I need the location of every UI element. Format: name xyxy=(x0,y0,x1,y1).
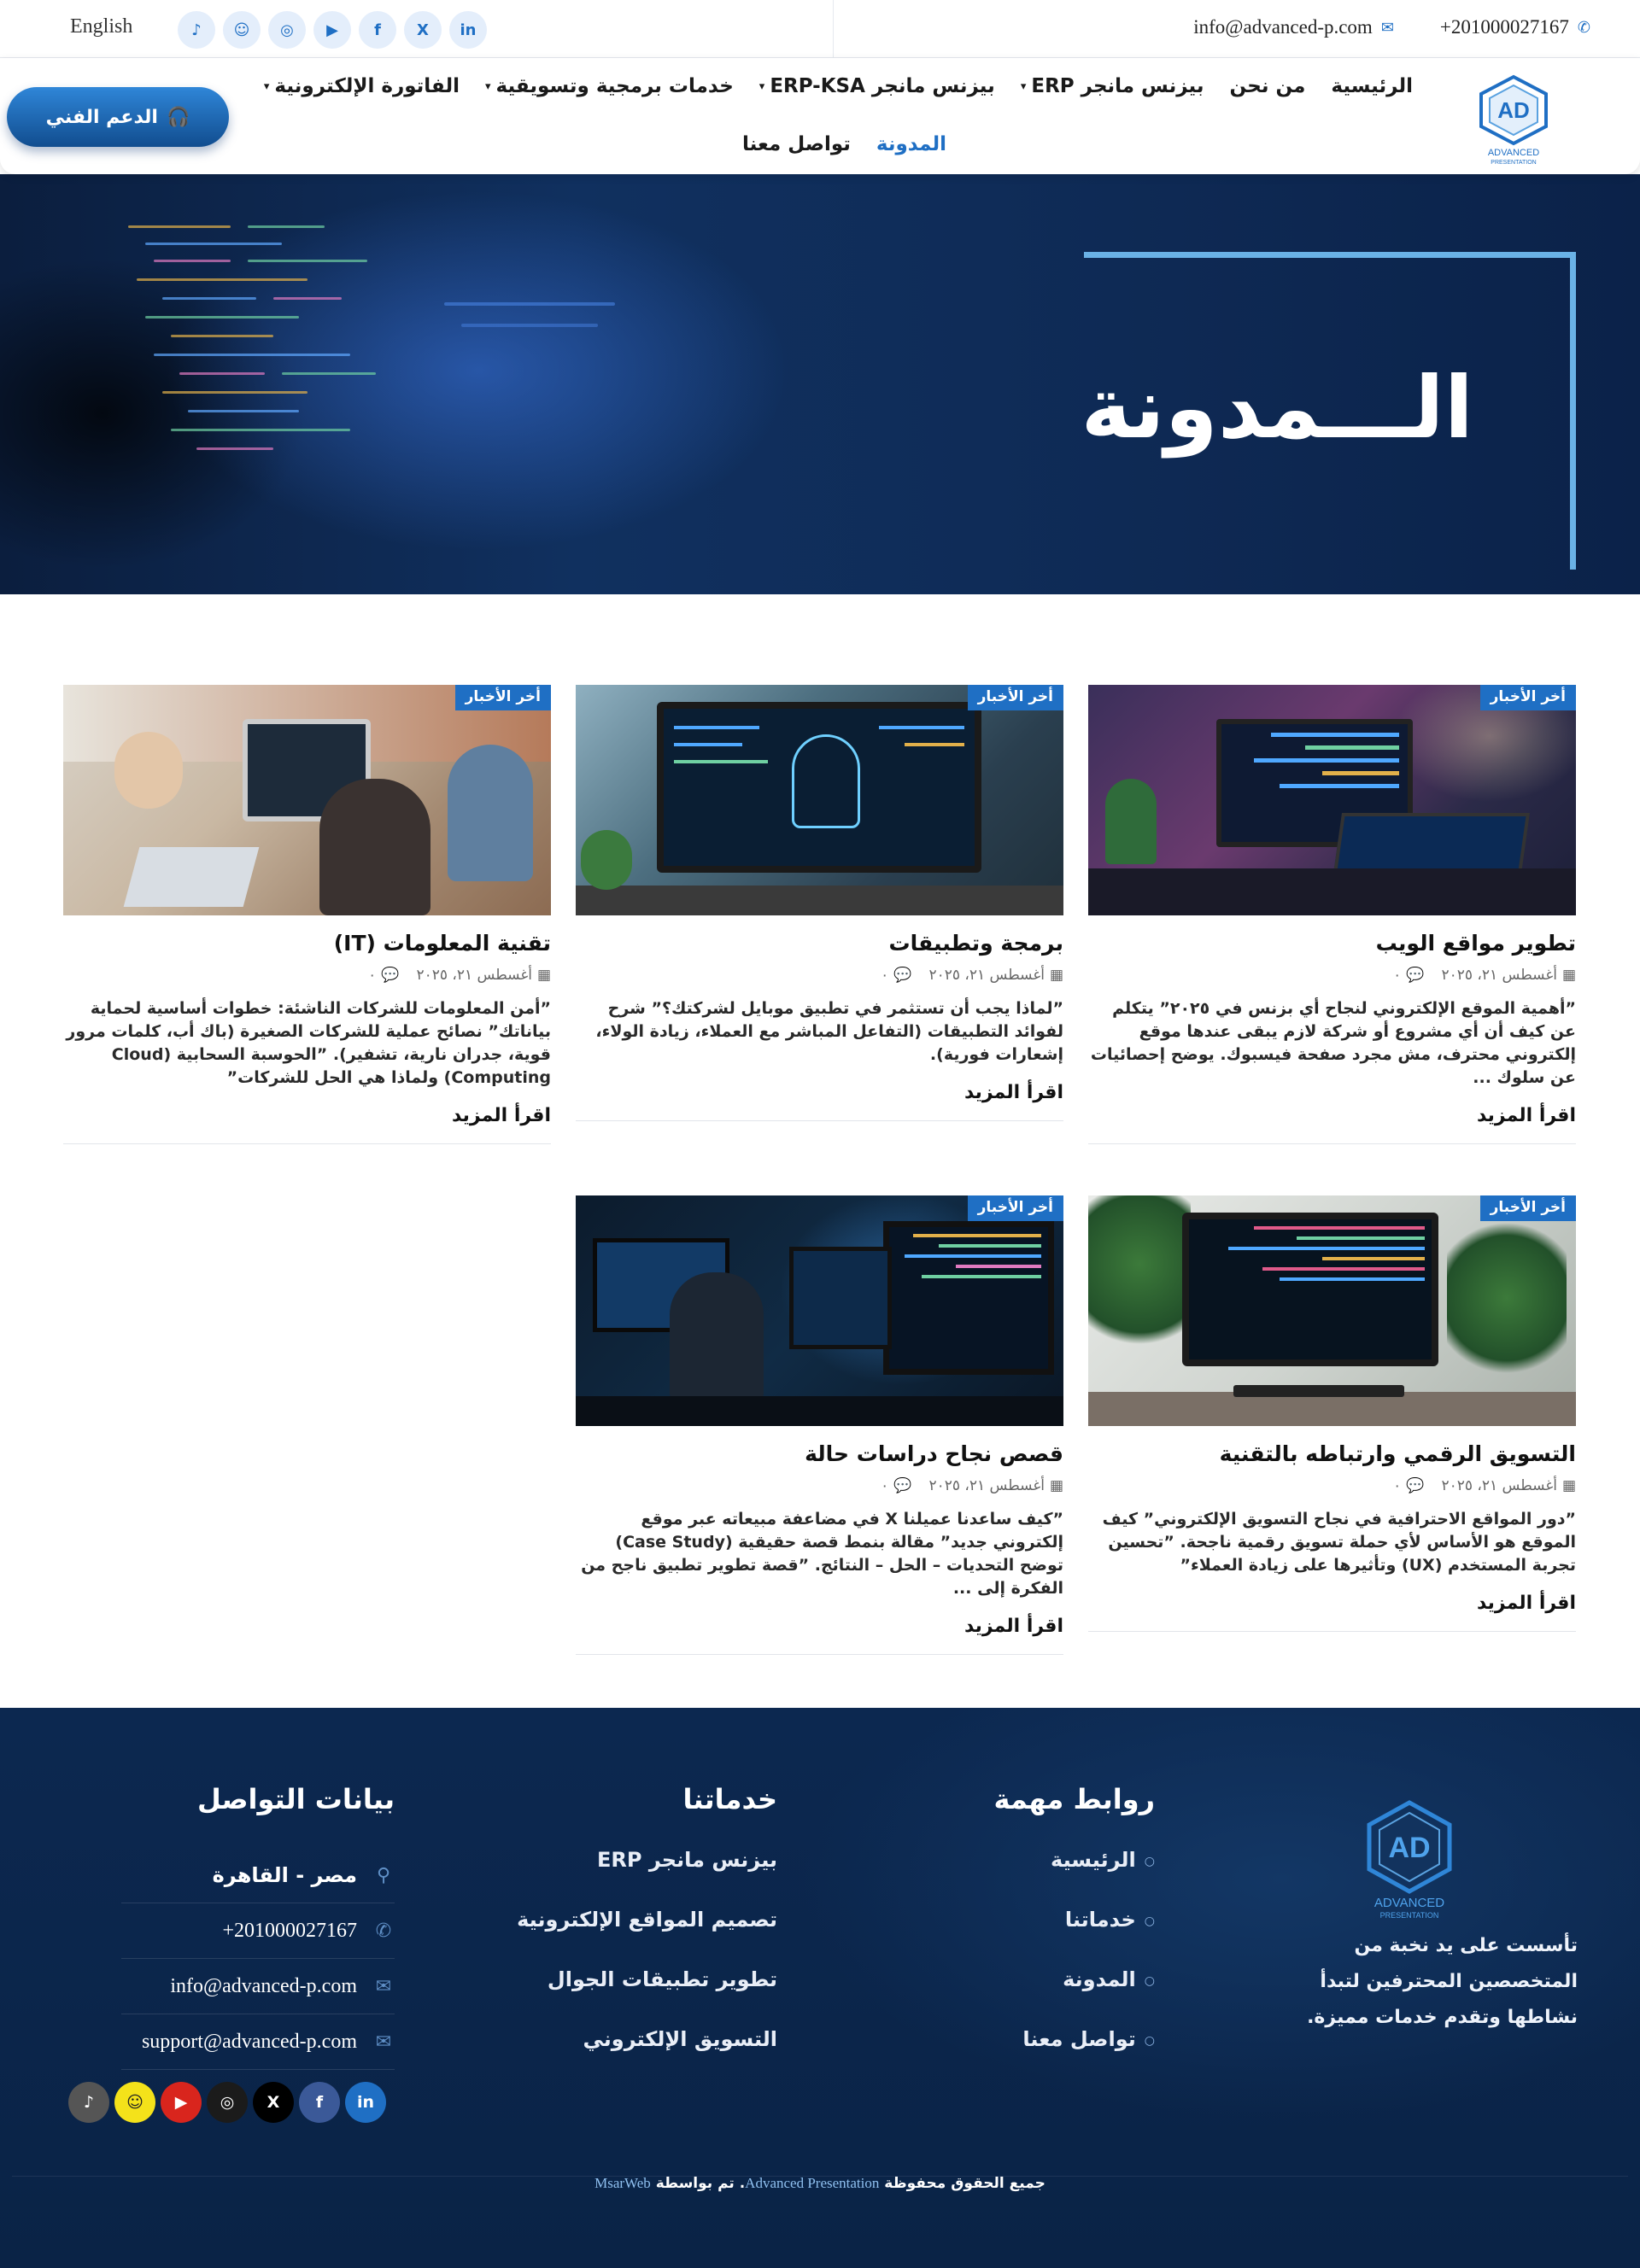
hero-code-line xyxy=(162,297,256,300)
copyright-text xyxy=(0,2175,1640,2192)
footer-link-label: تواصل معنا xyxy=(1022,2027,1136,2051)
read-more-link[interactable]: اقرأ المزيد xyxy=(964,1082,1063,1103)
post-meta xyxy=(1088,967,1576,984)
post-date xyxy=(1441,1477,1576,1494)
footer-link-label: المدونة xyxy=(1063,1967,1136,1991)
svg-text:ADVANCED: ADVANCED xyxy=(1374,1896,1445,1910)
footer-service-erp[interactable]: بيزنس مانجر ERP xyxy=(597,1848,777,1872)
chevron-down-icon: ▾ xyxy=(485,79,491,93)
circle-bullet-icon: ○ xyxy=(1144,1855,1155,1868)
person-shape xyxy=(448,745,533,881)
blog-card[interactable] xyxy=(1088,685,1576,1144)
footer-address xyxy=(121,1848,395,1903)
footer-logo[interactable] xyxy=(1354,1797,1465,1921)
plant-shape xyxy=(1105,779,1157,864)
linkedin-icon[interactable]: in xyxy=(449,11,487,49)
post-comments[interactable] xyxy=(1393,967,1424,984)
footer-link-home[interactable] xyxy=(950,1848,1155,1908)
post-title[interactable]: قصص نجاح دراسات حالة xyxy=(805,1441,1063,1466)
footer-link-label: خدماتنا xyxy=(1064,1908,1136,1932)
plant-shape xyxy=(1447,1221,1567,1383)
footer-email[interactable] xyxy=(121,1959,395,2014)
copyright-brand-link[interactable]: Advanced Presentation xyxy=(745,2175,880,2191)
screen-line xyxy=(905,1254,1041,1258)
chevron-down-icon: ▾ xyxy=(758,79,765,93)
person-shape xyxy=(319,779,430,915)
nav-label: الفاتورة الإلكترونية xyxy=(274,75,460,97)
post-comments-count: ٠ xyxy=(368,967,377,984)
laptop-shape xyxy=(124,847,260,907)
chevron-down-icon: ▾ xyxy=(1020,79,1027,93)
footer-links-title: روابط مهمة xyxy=(993,1783,1155,1815)
nav-label: بيزنس مانجر ERP xyxy=(1031,75,1204,97)
screen-line xyxy=(1305,745,1399,750)
hero-code-line xyxy=(461,324,598,327)
circle-bullet-icon: ○ xyxy=(1144,1974,1155,1988)
post-date-text: أغسطس ٢١، ٢٠٢٥ xyxy=(416,967,532,984)
hero-code-line xyxy=(145,316,299,319)
screen-line xyxy=(879,726,964,729)
email-text: info@advanced-p.com xyxy=(170,1974,357,1997)
post-comments-count: ٠ xyxy=(881,1477,889,1494)
copyright-mid: . تم بواسطة xyxy=(655,2175,746,2192)
desk-shape xyxy=(576,1396,1063,1426)
nav-item-contact[interactable]: تواصل معنا xyxy=(741,133,851,155)
nav-label: بيزنس مانجر ERP-KSA xyxy=(770,75,995,97)
post-excerpt: ”لماذا يجب أن تستثمر في تطبيق موبايل لشركتك؟” شرح لفوائد التطبيقات (التفاعل المباشر مع العملاء، زيادة الولاء، إشعارات فورية). xyxy=(595,999,1063,1064)
post-date xyxy=(416,967,551,984)
post-date xyxy=(928,967,1063,984)
post-excerpt: ”دور المواقع الاحترافية في نجاح التسويق الإلكتروني” كيف الموقع هو الأساس لأي حملة تسويق رقمية ناجحة. ”تحسين تجربة المستخدم (UX) وتأثيرها على زيادة العملاء” xyxy=(1102,1510,1576,1575)
desk-shape xyxy=(576,886,1063,915)
card-divider xyxy=(576,1120,1063,1121)
post-title[interactable]: تقنية المعلومات (IT) xyxy=(333,931,551,956)
screen-line xyxy=(1322,1257,1425,1260)
hero-code-line xyxy=(154,354,350,356)
desk-shape xyxy=(1088,1392,1576,1426)
screen-line xyxy=(674,760,768,763)
phone-icon: ✆ xyxy=(1577,18,1590,36)
linkedin-icon[interactable]: in xyxy=(345,2082,386,2123)
nav-label: الرئيسية xyxy=(1331,75,1413,97)
nav-row-secondary xyxy=(742,133,946,155)
post-date-text: أغسطس ٢١، ٢٠٢٥ xyxy=(928,1477,1045,1494)
nav-item-about[interactable] xyxy=(1230,75,1306,97)
plant-shape xyxy=(581,830,632,890)
post-thumbnail[interactable] xyxy=(576,1195,1063,1426)
footer-phone[interactable] xyxy=(121,1903,395,1959)
desk-shape xyxy=(1088,868,1576,915)
headset-icon: 🎧 xyxy=(166,106,190,128)
site-logo[interactable] xyxy=(1471,73,1556,166)
support-button-label: الدعم الفني xyxy=(45,106,158,128)
post-date-text: أغسطس ٢١، ٢٠٢٥ xyxy=(1441,967,1557,984)
hero-code-line xyxy=(196,447,273,450)
comments-icon: 💬 xyxy=(1406,967,1425,984)
phone-icon: ✆ xyxy=(375,1920,392,1942)
youtube-icon[interactable]: ▶ xyxy=(313,11,351,49)
footer-links-column xyxy=(950,1783,1155,2087)
page-title: الـــمدونة xyxy=(1081,358,1473,458)
post-meta xyxy=(63,967,551,984)
post-thumbnail[interactable] xyxy=(1088,685,1576,915)
comments-icon: 💬 xyxy=(893,1477,912,1494)
post-comments[interactable] xyxy=(368,967,399,984)
screen-line xyxy=(1280,1277,1425,1281)
blog-card[interactable] xyxy=(576,685,1063,1121)
tiktok-icon[interactable]: ♪ xyxy=(178,11,215,49)
facebook-icon[interactable]: f xyxy=(359,11,396,49)
read-more-link[interactable]: اقرأ المزيد xyxy=(964,1616,1063,1637)
footer-link-blog[interactable] xyxy=(950,1967,1155,2027)
top-bar xyxy=(0,0,1640,58)
monitor-shape xyxy=(1182,1213,1438,1366)
hero-code-line xyxy=(154,260,231,262)
hero-code-line xyxy=(145,243,282,245)
card-divider xyxy=(63,1143,551,1144)
post-title[interactable]: تطوير مواقع الويب xyxy=(1375,931,1576,956)
circle-bullet-icon: ○ xyxy=(1144,1914,1155,1928)
post-comments[interactable] xyxy=(881,1477,911,1494)
top-contact xyxy=(1193,16,1590,38)
blog-card[interactable] xyxy=(576,1195,1063,1655)
top-bar-divider xyxy=(833,0,834,58)
technical-support-button[interactable] xyxy=(7,87,229,147)
screen-line xyxy=(1228,1247,1425,1250)
hero-code-line xyxy=(128,225,231,228)
footer-service-marketing[interactable]: التسويق الإلكتروني xyxy=(583,2027,777,2051)
screen-line xyxy=(674,726,759,729)
post-excerpt: ”أمن المعلومات للشركات الناشئة: خطوات أساسية لحماية بياناتك” نصائح عملية للشركات الصغيرة (باك أب، كلمات مرور قوية، جدران نارية، تشفير). ”الحوسبة السحابية (Cloud Computing) ولماذا هي الحل للشركات” xyxy=(66,999,551,1087)
nav-item-erp[interactable] xyxy=(1021,75,1204,97)
footer-contact-title: بيانات التواصل xyxy=(197,1783,395,1815)
tiktok-icon[interactable]: ♪ xyxy=(68,2082,109,2123)
screen-line xyxy=(913,1234,1041,1237)
instagram-icon[interactable]: ◎ xyxy=(268,11,306,49)
monitor-shape xyxy=(883,1221,1054,1375)
screen-line xyxy=(1254,758,1399,763)
post-date xyxy=(1441,967,1576,984)
envelope-icon: ✉ xyxy=(375,2031,392,2053)
site-footer xyxy=(0,1708,1640,2268)
screen-line xyxy=(1280,784,1399,788)
support-email-text: support@advanced-p.com xyxy=(141,2030,357,2053)
post-meta xyxy=(1088,1477,1576,1494)
top-social-links xyxy=(178,11,487,49)
post-meta xyxy=(576,1477,1063,1494)
snapchat-icon[interactable]: ☺ xyxy=(223,11,261,49)
footer-service-web-design[interactable]: تصميم المواقع الإلكترونية xyxy=(517,1908,777,1932)
card-divider xyxy=(1088,1631,1576,1632)
screen-line xyxy=(922,1275,1041,1278)
youtube-icon[interactable]: ▶ xyxy=(161,2082,202,2123)
instagram-icon[interactable]: ◎ xyxy=(207,2082,248,2123)
hero-code-line xyxy=(171,335,273,337)
card-divider xyxy=(1088,1143,1576,1144)
svg-text:AD: AD xyxy=(1388,1832,1431,1864)
hero-code-line xyxy=(179,372,265,375)
screen-line xyxy=(1254,1226,1425,1230)
read-more-link[interactable]: اقرأ المزيد xyxy=(1476,1105,1576,1126)
footer-services-column xyxy=(487,1783,777,2087)
card-divider xyxy=(576,1654,1063,1655)
top-phone[interactable] xyxy=(1440,16,1590,38)
screen-line xyxy=(939,1244,1041,1248)
hero-code-line xyxy=(273,297,342,300)
post-title[interactable]: برمجة وتطبيقات xyxy=(888,931,1063,956)
facebook-icon[interactable]: f xyxy=(299,2082,340,2123)
post-badge: أخر الأخبار xyxy=(968,1195,1063,1221)
calendar-icon: ▦ xyxy=(1561,967,1576,984)
post-comments-count: ٠ xyxy=(1393,1477,1402,1494)
x-icon[interactable]: X xyxy=(253,2082,294,2123)
language-switch[interactable]: English xyxy=(70,15,133,38)
post-excerpt: ”أهمية الموقع الإلكتروني لنجاح أي بزنس في ٢٠٢٥” يتكلم عن كيف أن أي مشروع أو شركة لازم يبقى عندها موقع إلكتروني محترف، مش مجرد صفحة فيسبوك. يوضح إحصائيات عن سلوك ... xyxy=(1090,999,1576,1087)
hero-code-line xyxy=(248,260,367,262)
snapchat-icon[interactable]: ☺ xyxy=(114,2082,155,2123)
main-navigation xyxy=(0,58,1640,174)
nav-row-primary xyxy=(264,75,1413,97)
phone-text: +201000027167 xyxy=(222,1919,357,1942)
post-badge: أخر الأخبار xyxy=(1480,685,1576,710)
post-title[interactable]: التسويق الرقمي وارتباطه بالتقنية xyxy=(1219,1441,1576,1466)
post-badge: أخر الأخبار xyxy=(1480,1195,1576,1221)
blog-card[interactable] xyxy=(1088,1195,1576,1632)
circle-bullet-icon: ○ xyxy=(1144,2034,1155,2048)
footer-support-email[interactable] xyxy=(121,2014,395,2070)
svg-text:ADVANCED: ADVANCED xyxy=(1487,148,1540,158)
post-comments-count: ٠ xyxy=(1393,967,1402,984)
hologram-figure xyxy=(792,734,860,828)
screen-line xyxy=(1322,771,1399,775)
monitor-shape xyxy=(789,1247,892,1349)
post-thumbnail[interactable] xyxy=(1088,1195,1576,1426)
post-thumbnail[interactable] xyxy=(63,685,551,915)
calendar-icon: ▦ xyxy=(1049,967,1063,984)
screen-line xyxy=(1271,733,1399,737)
nav-item-erp-ksa[interactable] xyxy=(759,75,995,97)
footer-link-label: الرئيسية xyxy=(1051,1848,1136,1872)
developer-link[interactable]: MsarWeb xyxy=(594,2175,651,2191)
post-date-text: أغسطس ٢١، ٢٠٢٥ xyxy=(928,967,1045,984)
calendar-icon: ▦ xyxy=(1049,1477,1063,1494)
nav-item-blog[interactable]: المدونة xyxy=(876,133,946,155)
hero-code-line xyxy=(188,410,299,412)
location-pin-icon: ⚲ xyxy=(376,1864,391,1886)
comments-icon: 💬 xyxy=(1406,1477,1425,1494)
footer-link-services[interactable] xyxy=(950,1908,1155,1967)
footer-service-mobile-apps[interactable]: تطوير تطبيقات الجوال xyxy=(547,1967,777,1991)
post-comments[interactable] xyxy=(881,967,911,984)
person-shape xyxy=(670,1272,764,1400)
hero-code-line xyxy=(282,372,376,375)
footer-link-contact[interactable] xyxy=(950,2027,1155,2087)
nav-item-services[interactable] xyxy=(485,75,734,97)
hero-code-line xyxy=(171,429,350,431)
plant-shape xyxy=(1088,1195,1191,1366)
read-more-link[interactable]: اقرأ المزيد xyxy=(451,1105,551,1126)
x-icon[interactable]: X xyxy=(404,11,442,49)
screen-line xyxy=(905,743,964,746)
svg-text:AD: AD xyxy=(1497,97,1530,123)
post-date xyxy=(928,1477,1063,1494)
screen-line xyxy=(1262,1267,1425,1271)
footer-about: تأسست على يد نخبة من المتخصصين المحترفين لتبدأ نشاطها وتقدم خدمات مميزة. xyxy=(1307,1935,1578,2028)
read-more-link[interactable]: اقرأ المزيد xyxy=(1476,1593,1576,1614)
envelope-icon: ✉ xyxy=(375,1975,392,1997)
hero-code-line xyxy=(444,302,615,306)
nav-item-home[interactable] xyxy=(1331,75,1413,97)
post-comments-count: ٠ xyxy=(881,967,889,984)
calendar-icon: ▦ xyxy=(536,967,551,984)
post-excerpt: ”كيف ساعدنا عميلنا X في مضاعفة مبيعاته عبر موقع إلكتروني جديد” مقالة بنمط قصة حقيقية (Case Study) توضح التحديات – الحل – النتائج. ”قصة تطوير تطبيق ناجح من الفكرة إلى ... xyxy=(581,1510,1063,1598)
calendar-icon: ▦ xyxy=(1561,1477,1576,1494)
svg-text:PRESENTATION: PRESENTATION xyxy=(1379,1911,1439,1920)
screen-line xyxy=(1297,1236,1425,1240)
nav-label: خدمات برمجية وتسويقية xyxy=(495,75,734,97)
comments-icon: 💬 xyxy=(893,967,912,984)
keyboard-shape xyxy=(1233,1385,1404,1397)
copyright-prefix: جميع الحقوق محفوظة xyxy=(884,2175,1046,2192)
hero-code-line xyxy=(137,278,308,281)
footer-services-title: خدماتنا xyxy=(682,1783,777,1815)
hero-code-line xyxy=(162,391,308,394)
nav-label: من نحن xyxy=(1229,75,1306,97)
post-badge: أخر الأخبار xyxy=(455,685,551,710)
monitor-shape xyxy=(657,702,981,873)
phone-text: +201000027167 xyxy=(1439,16,1569,38)
post-badge: أخر الأخبار xyxy=(968,685,1063,710)
footer-contact-column xyxy=(121,1783,395,2070)
screen-line xyxy=(674,743,742,746)
top-email[interactable] xyxy=(1193,16,1394,38)
svg-text:PRESENTATION: PRESENTATION xyxy=(1491,160,1537,166)
page-hero xyxy=(0,174,1640,594)
comments-icon: 💬 xyxy=(381,967,400,984)
email-text: info@advanced-p.com xyxy=(1193,16,1373,38)
chevron-down-icon: ▾ xyxy=(263,79,270,93)
hero-code-line xyxy=(248,225,325,228)
envelope-icon: ✉ xyxy=(1380,18,1394,36)
blog-card[interactable] xyxy=(63,685,551,1144)
post-meta xyxy=(576,967,1063,984)
post-date-text: أغسطس ٢١، ٢٠٢٥ xyxy=(1441,1477,1557,1494)
screen-line xyxy=(956,1265,1041,1268)
nav-item-e-invoice[interactable] xyxy=(264,75,460,97)
post-comments[interactable] xyxy=(1393,1477,1424,1494)
post-thumbnail[interactable] xyxy=(576,685,1063,915)
address-text: مصر - القاهرة xyxy=(212,1863,357,1887)
person-shape xyxy=(114,732,183,809)
footer-social-links xyxy=(68,2082,386,2123)
